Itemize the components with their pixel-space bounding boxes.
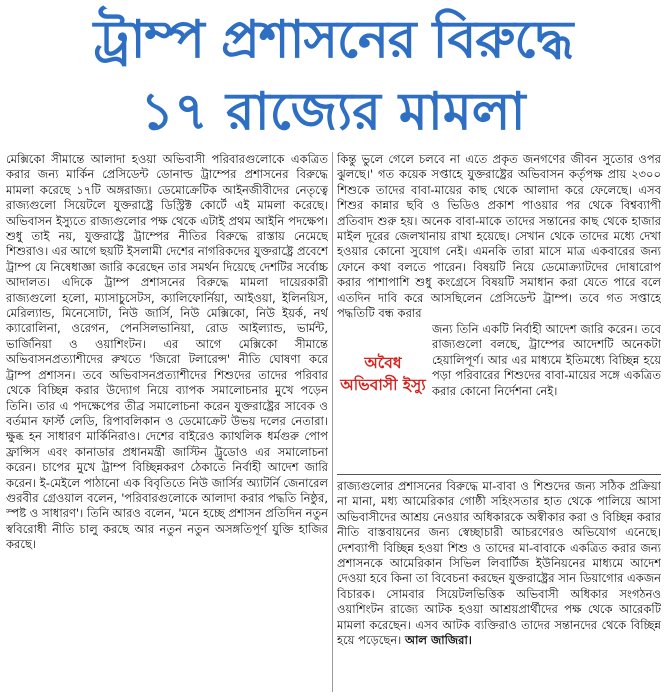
right-mid-text: জন্য তিনি একটি নির্বাহী আদেশ জারি করেন। তবে রাজ্যগুলো বলছে, ট্রাম্পের আদেশটি অনেকটা হেয়ালিপূর্ণ। আর এর মাধ্যমে ইতিমধ্যে বিচ্ছিন্ন হয়ে পড়া পরিবারের শিশুদের বাবা-মায়ের সঙ্গে একত্রিত করার কোনো নির্দেশনা নেই। xyxy=(432,322,661,398)
headline-line-1: ট্রাম্প প্রশাসনের বিরুদ্ধে xyxy=(93,10,573,70)
article-column-left xyxy=(6,152,328,692)
column-divider xyxy=(332,152,333,692)
source-credit: আল জাজিরা। xyxy=(404,633,472,648)
left-column-text: মেক্সিকো সীমান্তে আলাদা হওয়া অভিবাসী পরিবারগুলোকে একত্রিত করার জন্য মার্কিন প্রেসিডেন্ট ডোনাল্ড ট্রাম্পের প্রশাসনের বিরুদ্ধে মামলা করেছে ১৭টি অঙ্গরাজ্য। ডেমোক্রেটিক আইনজীবীদের নেতৃত্বে রাজ্যগুলো সিয়েটলে যুক্তরাষ্ট্রে ডিস্ট্রিক্ট কোর্টে এই মামলা করেছে। অভিবাসন ইস্যুতে রাজ্যগুলোর পক্ষ থেকে এটাই প্রথম আইনি পদক্ষেপ। শুধু তাই নয়, যুক্তরাষ্ট্রে ট্রাম্পের নীতির বিরুদ্ধে রাস্তায় নেমেছে শিশুরাও। এর আগে ছয়টি ইসলামী দেশের নাগরিকদের যুক্তরাষ্ট্রে প্রবেশে ট্রাম্প যে নিষেধাজ্ঞা জারি করেছেন তার সমর্থন দিয়েছে দেশটির সর্বোচ্চ আদালত। এদিকে ট্রাম্প প্রশাসনের বিরুদ্ধে মামলা দায়েরকারী রাজ্যগুলো হলো, ম্যাসাচুসেটস, ক্যালিফোর্নিয়া, আইওয়া, ইলিনয়িস, মেরিল্যান্ড, মিনেসোটা, নিউ জার্সি, নিউ মেক্সিকো, নিউ ইয়র্ক, নর্থ ক্যারোলিনা, ওরেগন, পেনসিলভানিয়া, রোড আইল্যান্ড, ভার্মন্ট, ভার্জিনিয়া ও ওয়াশিংটন। এর আগে মেক্সিকো সীমান্তে অভিবাসনপ্রত্যাশীদের রুখতে 'জিরো টলারেন্স' নীতি ঘোষণা করে ট্রাম্প প্রশাসন। তবে অভিবাসনপ্রত্যাশীদের শিশুদের তাদের পরিবার থেকে বিচ্ছিন্ন করার উদ্যোগ নিয়ে ব্যাপক সমালোচনার মুখে পড়েন তিনি। তার এ পদক্ষেপের তীব্র সমালোচনা করেন যুক্তরাষ্ট্রের সাবেক ও বর্তমান ফার্স্ট লেডি, রিপাবলিকান ও ডেমোক্রেট উভয় দলের নেতারা। ক্ষুব্ধ হন সাধারণ মার্কিনিরাও। দেশের বাইরেও ক্যাথলিক ধর্মগুরু পোপ ফ্রান্সিস এবং কানাডার প্রধানমন্ত্রী জাস্টিন ট্রুডোও এর সমালোচনা করেন। চাপের মুখে ট্রাম্প বিচ্ছিন্নকরণ ঠেকাতে নির্বাহী আদেশ জারি করেন। ই-মেইলে পাঠানো এক বিবৃতিতে নিউ জার্সির অ্যাটর্নি জেনারেল গুরবীর গ্রেওয়াল বলেন, 'পরিবারগুলোকে আলাদা করার পদ্ধতি নিষ্ঠুর, স্পষ্ট ও সাধারণ'। তিনি আরও বলেন, 'মনে হচ্ছে প্রশাসন প্রতিদিন নতুন স্ববিরোধী নীতি চালু করছে আর নতুন নতুন অসঙ্গতিপূর্ণ যুক্তি হাজির করছে। xyxy=(6,152,328,552)
headline xyxy=(0,4,666,150)
article-column-right-bottom xyxy=(337,479,661,692)
section-rule xyxy=(337,474,661,475)
article-column-right-mid xyxy=(432,322,661,472)
right-bottom-text: রাজ্যগুলোর প্রশাসনের বিরুদ্ধে মা-বাবা ও শিশুদের জন্য সঠিক প্রক্রিয়া না মানা, মধ্য আমেরিকার গোষ্ঠী সহিংসতার হাত থেকে পালিয়ে আসা অভিবাসীদের আশ্রয় নেওয়ার অধিকারকে অস্বীকার করা ও বিচ্ছিন্ন করার নীতি বাস্তবায়নের জন্য স্বেচ্ছাচারী আচরণেরও অভিযোগ এনেছে। দেশব্যাপী বিচ্ছিন্ন হওয়া শিশু ও তাদের মা-বাবাকে একত্রিত করার জন্য প্রশাসনকে আমেরিকান সিভিল লিবার্টিজ ইউনিয়নের মাধ্যমে আদেশ দেওয়া হবে কিনা তা বিবেচনা করছেন যুক্তরাষ্ট্রের সান ডিয়াগোর একজন বিচারক। সোমবার সিয়েটলভিত্তিক অভিবাসী অধিকার সংগঠনও ওয়াশিংটন রাজ্যে আটক হওয়া আশ্রয়প্রার্থীদের পক্ষ থেকে আরেকটি মামলা করেছেন। এসব আটক ব্যক্তিরাও তাদের সন্তানদের থেকে বিচ্ছিন্ন হয়ে পড়েছেন। xyxy=(337,479,661,648)
article-column-right-top xyxy=(337,152,661,322)
right-top-text: কিন্তু ভুলে গেলে চলবে না এতে প্রকৃত জনগণের জীবন সুতোর ওপর ঝুলছে।' গত কয়েক সপ্তাহে যুক্তরাষ্ট্রের অভিবাসন কর্তৃপক্ষ প্রায় ২৩০০ শিশুকে তাদের বাবা-মায়ের কাছ থেকে আলাদা করে ফেলেছে। এসব শিশুর কান্নার ছবি ও ভিডিও প্রকাশ পাওয়ার পর থেকে বিশ্বব্যাপী প্রতিবাদ শুরু হয়। অনেক বাবা-মাকে তাদের সন্তানের কাছ থেকে হাজার মাইল দূরের জেলখানায় রাখা হয়েছে। সেখান থেকে তাদের মধ্যে দেখা হওয়ার কোনো সুযোগ নেই। এমনকি তারা মাসে মাত্র একবারের জন্য ফোনে কথা বলতে পারেন। বিষয়টি নিয়ে ডেমোক্র্যাটদের দোষারোপ করার পাশাপাশি শুধু কংগ্রেসে বিষয়টি সমাধান করা যেতে পারে বলে এতদিন দাবি করে আসছিলেন প্রেসিডেন্ট ট্রাম্প। তবে গত সপ্তাহে পদ্ধতিটি বন্ধ করার xyxy=(337,152,661,321)
subheading: অবৈধ অভিবাসী ইস্যু xyxy=(340,354,426,394)
headline-line-2: ১৭ রাজ্যের মামলা xyxy=(140,82,526,142)
